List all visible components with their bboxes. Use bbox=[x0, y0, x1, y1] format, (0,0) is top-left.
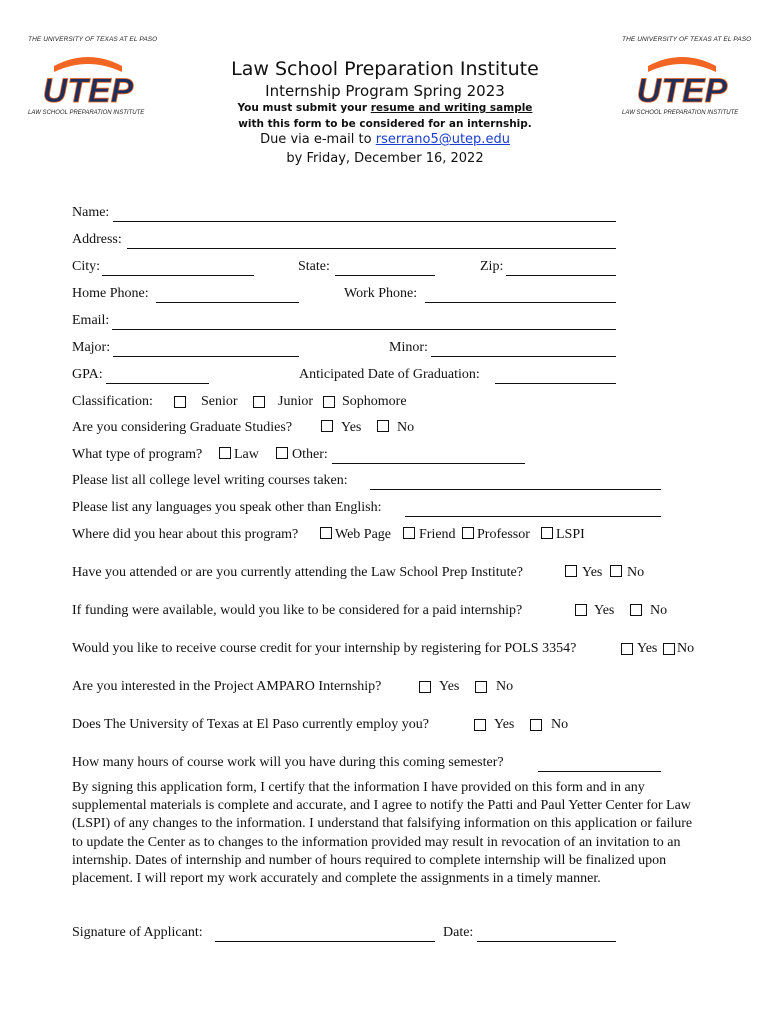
submission-note bbox=[0, 100, 770, 132]
lspi-checkbox[interactable] bbox=[541, 527, 553, 539]
major-label: Major: bbox=[72, 340, 111, 355]
program-type-question: What type of program? bbox=[72, 447, 203, 462]
employ-no-label: No bbox=[551, 717, 569, 732]
email-label: Email: bbox=[72, 313, 110, 328]
credit-question: Would you like to receive course credit for your internship by registering for POLS 3354? bbox=[72, 641, 577, 656]
certification-text: By signing this application form, I certify that the information I have provided on this form and in any supplemental materials is complete and accurate, and I agree to notify the Patti and Paul Yetter Center for Law (LSPI) of any changes to the information. I understand that falsifying information on this application or failure to update the Center as to changes to the information provided may result in revocation of an invitation to an internship. Dates of internship and number of hours required to complete internship will be finalized upon placement. I will report my work accurately and complete the assignments in a timely manner. bbox=[72, 780, 693, 887]
other-checkbox[interactable] bbox=[276, 447, 288, 459]
city-field[interactable] bbox=[102, 275, 254, 276]
sophomore-label: Sophomore bbox=[342, 394, 407, 409]
name-label: Name: bbox=[72, 205, 110, 220]
credit-no-label: No bbox=[677, 641, 695, 656]
funding-question: If funding were available, would you like to be considered for a paid internship? bbox=[72, 603, 523, 618]
grad-studies-question: Are you considering Graduate Studies? bbox=[72, 420, 293, 435]
work-phone-label: Work Phone: bbox=[344, 286, 418, 301]
home-phone-label: Home Phone: bbox=[72, 286, 149, 301]
employ-no-checkbox[interactable] bbox=[530, 719, 542, 731]
employ-yes-label: Yes bbox=[494, 717, 515, 732]
state-field[interactable] bbox=[335, 275, 435, 276]
logo-bottom-text: LAW SCHOOL PREPARATION INSTITUTE bbox=[622, 110, 739, 116]
funding-no-label: No bbox=[650, 603, 668, 618]
senior-label: Senior bbox=[201, 394, 238, 409]
due-line bbox=[0, 132, 770, 147]
amparo-yes-label: Yes bbox=[439, 679, 460, 694]
junior-label: Junior bbox=[278, 394, 313, 409]
grad-studies-yes-label: Yes bbox=[341, 420, 362, 435]
signature-label: Signature of Applicant: bbox=[72, 925, 203, 940]
credit-yes-label: Yes bbox=[637, 641, 658, 656]
due-date: by Friday, December 16, 2022 bbox=[286, 151, 484, 166]
note-line2: with this form to be considered for an internship. bbox=[238, 118, 532, 130]
employ-question: Does The University of Texas at El Paso currently employ you? bbox=[72, 717, 429, 732]
date-field[interactable] bbox=[477, 941, 616, 942]
languages-question: Please list any languages you speak other than English: bbox=[72, 500, 382, 515]
state-label: State: bbox=[298, 259, 330, 274]
grad-date-label: Anticipated Date of Graduation: bbox=[299, 367, 480, 382]
amparo-yes-checkbox[interactable] bbox=[419, 681, 431, 693]
zip-label: Zip: bbox=[480, 259, 504, 274]
email-link[interactable]: rserrano5@utep.edu bbox=[375, 132, 510, 147]
page-title: Law School Preparation Institute bbox=[231, 58, 539, 80]
funding-no-checkbox[interactable] bbox=[630, 604, 642, 616]
web-page-label: Web Page bbox=[335, 527, 392, 542]
friend-checkbox[interactable] bbox=[403, 527, 415, 539]
attended-question: Have you attended or are you currently attending the Law School Prep Institute? bbox=[72, 565, 523, 580]
address-label: Address: bbox=[72, 232, 122, 247]
credit-no-checkbox[interactable] bbox=[663, 643, 675, 655]
signature-field[interactable] bbox=[215, 941, 435, 942]
attended-no-label: No bbox=[627, 565, 645, 580]
city-label: City: bbox=[72, 259, 101, 274]
law-checkbox[interactable] bbox=[219, 447, 231, 459]
grad-studies-no-checkbox[interactable] bbox=[377, 420, 389, 432]
gpa-label: GPA: bbox=[72, 367, 103, 382]
note-line1-underlined: resume and writing sample bbox=[370, 102, 533, 114]
sophomore-checkbox[interactable] bbox=[323, 396, 335, 408]
work-phone-field[interactable] bbox=[425, 302, 616, 303]
logo-wordmark: UTEP bbox=[42, 72, 134, 110]
senior-checkbox[interactable] bbox=[174, 396, 186, 408]
grad-studies-yes-checkbox[interactable] bbox=[321, 420, 333, 432]
friend-label: Friend bbox=[419, 527, 456, 542]
home-phone-field[interactable] bbox=[156, 302, 299, 303]
due-prefix: Due via e-mail to bbox=[260, 132, 376, 147]
languages-field[interactable] bbox=[405, 516, 661, 517]
address-field[interactable] bbox=[127, 248, 616, 249]
page-subtitle: Internship Program Spring 2023 bbox=[265, 82, 505, 100]
amparo-no-checkbox[interactable] bbox=[475, 681, 487, 693]
grad-studies-no-label: No bbox=[397, 420, 415, 435]
logo-top-text: THE UNIVERSITY OF TEXAS AT EL PASO bbox=[28, 36, 158, 43]
law-label: Law bbox=[234, 447, 259, 462]
logo-bottom-text: LAW SCHOOL PREPARATION INSTITUTE bbox=[28, 110, 145, 116]
name-field[interactable] bbox=[113, 221, 616, 222]
attended-yes-label: Yes bbox=[582, 565, 603, 580]
logo-top-text: THE UNIVERSITY OF TEXAS AT EL PASO bbox=[622, 36, 752, 43]
minor-label: Minor: bbox=[389, 340, 428, 355]
credit-yes-checkbox[interactable] bbox=[621, 643, 633, 655]
junior-checkbox[interactable] bbox=[253, 396, 265, 408]
other-label: Other: bbox=[292, 447, 328, 462]
email-field[interactable] bbox=[112, 329, 616, 330]
professor-checkbox[interactable] bbox=[462, 527, 474, 539]
lspi-label: LSPI bbox=[556, 527, 585, 542]
funding-yes-label: Yes bbox=[594, 603, 615, 618]
writing-courses-field[interactable] bbox=[370, 489, 661, 490]
zip-field[interactable] bbox=[506, 275, 616, 276]
attended-no-checkbox[interactable] bbox=[610, 565, 622, 577]
note-line1-pre: You must submit your bbox=[237, 102, 371, 114]
hours-field[interactable] bbox=[538, 771, 661, 772]
attended-yes-checkbox[interactable] bbox=[565, 565, 577, 577]
minor-field[interactable] bbox=[431, 356, 616, 357]
major-field[interactable] bbox=[113, 356, 299, 357]
amparo-question: Are you interested in the Project AMPARO Internship? bbox=[72, 679, 382, 694]
employ-yes-checkbox[interactable] bbox=[474, 719, 486, 731]
amparo-no-label: No bbox=[496, 679, 514, 694]
writing-courses-question: Please list all college level writing courses taken: bbox=[72, 473, 348, 488]
other-program-field[interactable] bbox=[332, 463, 525, 464]
classification-label: Classification: bbox=[72, 394, 153, 409]
logo-wordmark: UTEP bbox=[636, 72, 728, 110]
professor-label: Professor bbox=[477, 527, 530, 542]
date-label: Date: bbox=[443, 925, 474, 940]
web-page-checkbox[interactable] bbox=[320, 527, 332, 539]
gpa-field[interactable] bbox=[106, 383, 209, 384]
hear-about-question: Where did you hear about this program? bbox=[72, 527, 299, 542]
hours-question: How many hours of course work will you have during this coming semester? bbox=[72, 755, 504, 770]
grad-date-field[interactable] bbox=[495, 383, 616, 384]
funding-yes-checkbox[interactable] bbox=[575, 604, 587, 616]
